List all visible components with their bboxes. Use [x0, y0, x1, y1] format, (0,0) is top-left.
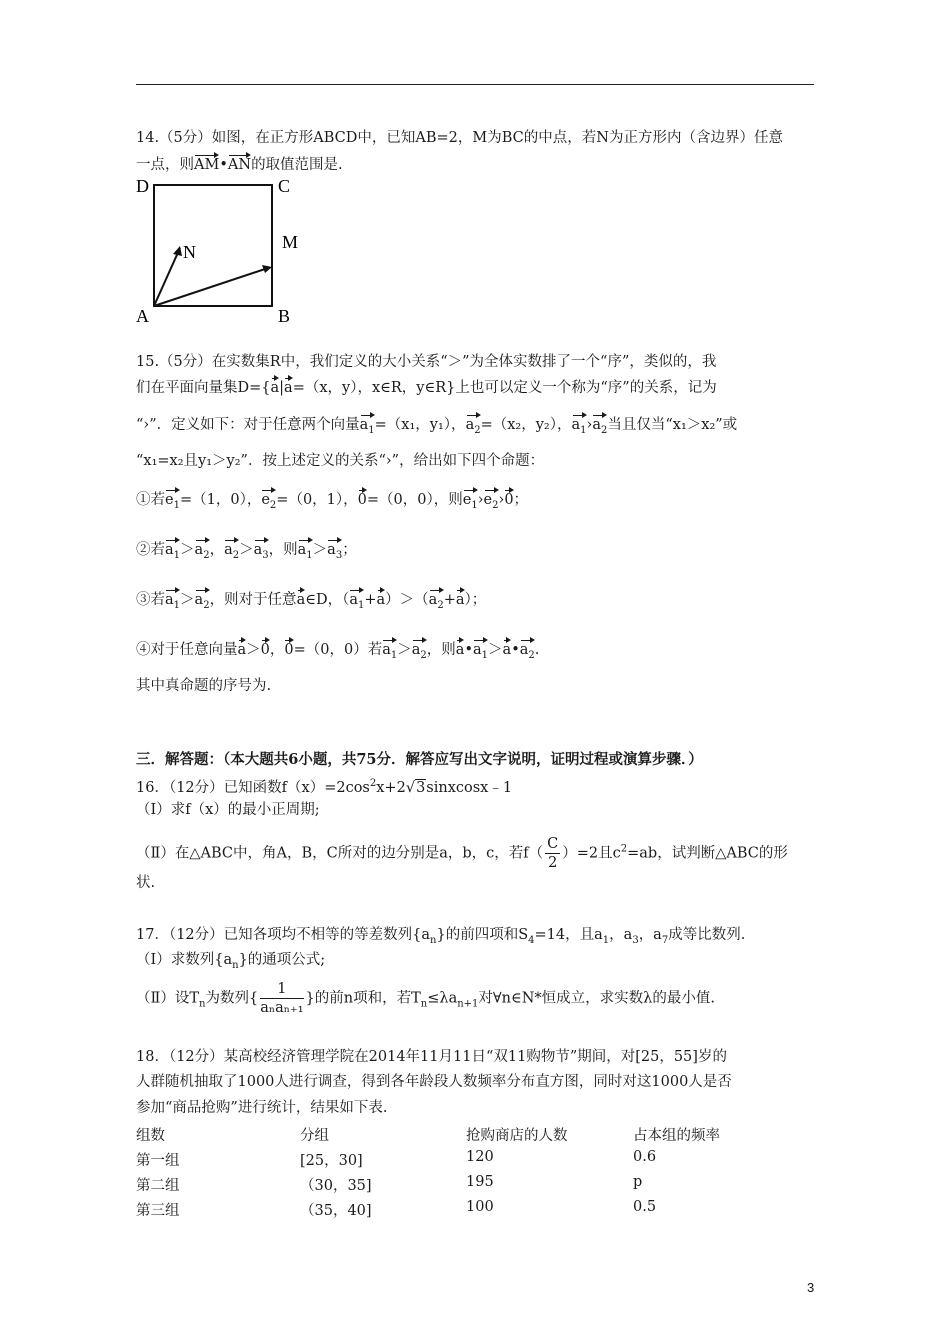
q14-line2: 一点，则AM•AN的取值范围是. [136, 152, 343, 175]
vector-am: AM [194, 152, 219, 172]
label-b: B [278, 306, 291, 326]
proposition-3: ③若$a_1>a_2$，则对于任意a∈D，$(a_1+a)>(a_2+a)$； [136, 587, 486, 613]
q15-line4: “x₁=x₂且y₁＞y₂”．按上述定义的关系“›”，给出如下四个命题： [136, 453, 545, 469]
fraction-c-over-2: $\frac{C}{2}$ [547, 836, 559, 871]
proposition-2: ②若$a_1>a_2$，$a_2>a_3$，则$a_1>a_3$； [136, 537, 357, 563]
q18-line2: 人群随机抽取了1000人进行调查，得到各年龄段人数频率分布直方图，同时对这1000人是否 [136, 1074, 732, 1090]
proposition-4: ④对于任意向量a＞0，0=（0，0）若$a_1>a_2$，则$a•a_1>a•a_2$. [136, 637, 539, 663]
q15-line2: 们在平面向量集D={a|a=（x，y），x∈R，y∈R}上也可以定义一个称为“序”的关系，记为 [136, 375, 717, 398]
q16-line1: 16．（12分）已知函数$f(x)=2\cos^2x+2√3sinxcosx﹣1$ [136, 778, 513, 796]
q17-line2: （Ⅰ）求数列$\{a_n\}$的通项公式; [136, 952, 326, 971]
q18-line3: 参加“商品抢购”进行统计，结果如下表. [136, 1100, 388, 1116]
vector-an-arrow [154, 248, 180, 306]
am-arrowhead [262, 265, 272, 273]
page-number: 3 [807, 1280, 815, 1295]
q16-line4: 状. [136, 875, 156, 891]
q15-line3: “›”．定义如下：对于任意两个向量$a_1=(x_1$，y₁），$a_2=(x_2$，y₂），$a_1›a_2$当且仅当“x₁＞x₂”或 [136, 412, 737, 438]
label-d: D [136, 176, 149, 196]
label-n: N [183, 242, 196, 262]
proposition-1: ①若$e_1=(1$，0），$e_2=(0$，1），0=（0，0），则$e_1›e_2›0$； [136, 487, 528, 513]
vector-an: AN [228, 152, 251, 172]
q15-line1: 15.（5分）在实数集R中，我们定义的大小关系“＞”为全体实数排了一个“序”，类似的，我 [136, 354, 717, 370]
q17-line1: 17．（12分）已知各项均不相等的等差数列$\{a_n\}$的前四项和$S_4=14$，且$a_1$，$a_3$，$a_7$成等比数列. [136, 927, 746, 946]
vector-am-arrow [154, 268, 268, 306]
label-c: C [278, 176, 291, 196]
fraction-1-over-an-an1: $\frac{1}{\text{aₙaₙ₊₁}}$ [260, 981, 304, 1016]
header-rule [136, 84, 814, 85]
an-arrowhead [173, 246, 182, 256]
q16-line3: （Ⅱ）在△ABC中，角A，B，C所对的边分别是a，b，c，若f（ $\frac{C}{2}$ ）=2且$c^2=ab$，试判断△ABC的形 [136, 836, 788, 871]
square-figure [130, 172, 320, 327]
label-m: M [282, 232, 299, 252]
q15-end: 其中真命题的序号为. [136, 678, 272, 694]
label-a: A [136, 306, 149, 326]
q18-line1: 18．（12分）某高校经济管理学院在2014年11月11日“双11购物节”期间，对[25，55]岁的 [136, 1049, 727, 1065]
square-abcd [154, 185, 272, 306]
section-3-header: 三．解答题：（本大题共6小题，共75分．解答应写出文字说明，证明过程或演算步骤．） [136, 751, 703, 768]
q16-line2: （Ⅰ）求f（x）的最小正周期; [136, 802, 320, 818]
q14-line1: 14.（5分）如图，在正方形ABCD中，已知AB=2，M为BC的中点，若N为正方形内（含边界）任意 [136, 130, 783, 146]
q17-line3: （Ⅱ）设$T_n$为数列{ $\frac{1}{\text{aₙaₙ₊₁}}$ }的前n项和，若$T_n\le\lambda a_{n+1}$对∀n∈N*恒成立，求实数λ的最小值. [136, 981, 715, 1016]
